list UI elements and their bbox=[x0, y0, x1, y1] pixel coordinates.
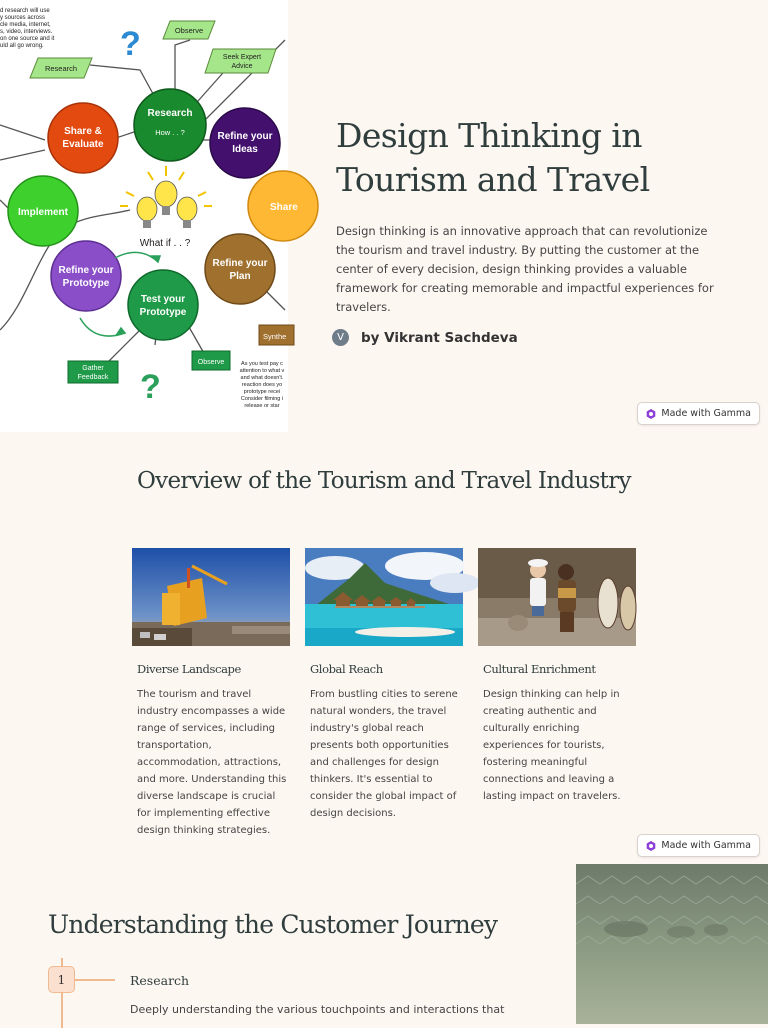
mindmap-tag-seek-expert bbox=[205, 49, 276, 73]
mindmap-test-note-3: and what doesn't. bbox=[240, 375, 284, 381]
avatar[interactable]: V bbox=[332, 329, 349, 346]
card-diverse-landscape bbox=[132, 548, 290, 839]
svg-text:Observe: Observe bbox=[174, 26, 204, 35]
mindmap-test-note-6: Consider filming i bbox=[240, 396, 284, 402]
svg-text:Seek Expert: Seek Expert bbox=[222, 54, 262, 61]
mindmap-research-note-6: uld all go wrong. bbox=[0, 43, 44, 49]
svg-text:Advice: Advice bbox=[231, 63, 253, 70]
svg-text:Share: Share bbox=[270, 202, 298, 213]
section-title: Overview of the Tourism and Travel Industry bbox=[137, 468, 631, 494]
industrial-port-image bbox=[132, 548, 290, 646]
mindmap-tag-observe-bottom bbox=[192, 351, 230, 370]
mindmap-research-note-3: cle media, internet, bbox=[0, 22, 51, 28]
step-connector bbox=[75, 979, 115, 981]
step-number-badge: 1 bbox=[48, 966, 75, 993]
card-global-reach bbox=[305, 548, 463, 839]
mindmap-tag-observe-top bbox=[163, 21, 215, 39]
mindmap-tag-research bbox=[30, 58, 92, 78]
svg-text:Prototype: Prototype bbox=[62, 278, 110, 289]
svg-text:How . . ?: How . . ? bbox=[155, 128, 185, 137]
mindmap-node-share bbox=[248, 171, 318, 241]
svg-text:Research: Research bbox=[44, 64, 78, 73]
svg-text:Implement: Implement bbox=[17, 207, 69, 218]
mindmap-node-refine-ideas bbox=[210, 108, 280, 178]
tropical-resort-image bbox=[305, 548, 463, 646]
svg-text:Plan: Plan bbox=[229, 271, 251, 282]
overview-section bbox=[0, 432, 768, 864]
lightbulb-icon bbox=[120, 166, 212, 228]
customer-journey-section bbox=[0, 864, 768, 1024]
cultural-visit-image bbox=[478, 548, 636, 646]
svg-text:Refine your: Refine your bbox=[212, 258, 268, 269]
made-with-gamma-button[interactable] bbox=[637, 402, 760, 425]
svg-text:Synthe: Synthe bbox=[263, 332, 287, 341]
svg-text:Evaluate: Evaluate bbox=[62, 139, 104, 150]
svg-text:Refine your: Refine your bbox=[217, 131, 273, 142]
mindmap-tag-synthesize bbox=[259, 325, 294, 345]
card-title: Global Reach bbox=[310, 662, 383, 676]
card-title: Cultural Enrichment bbox=[483, 662, 596, 676]
mindmap-node-refine-plan bbox=[205, 234, 275, 304]
mindmap-node-refine-prototype bbox=[51, 241, 121, 311]
made-with-gamma-button[interactable] bbox=[637, 834, 760, 857]
mindmap-what-if-label: What if . . ? bbox=[139, 238, 191, 249]
mindmap-node-implement bbox=[8, 176, 78, 246]
mindmap-node-research bbox=[134, 89, 206, 161]
svg-text:Refine your: Refine your bbox=[58, 265, 114, 276]
design-thinking-mindmap-image bbox=[0, 0, 298, 432]
svg-text:Gather: Gather bbox=[82, 365, 104, 372]
svg-text:Research: Research bbox=[147, 108, 193, 119]
author-row bbox=[336, 329, 726, 346]
mindmap-research-note-5: on one source and it bbox=[0, 36, 55, 42]
svg-text:Share &: Share & bbox=[64, 126, 102, 137]
gamma-logo-icon bbox=[646, 841, 656, 851]
question-mark-icon: ? bbox=[140, 368, 161, 406]
question-mark-icon: ? bbox=[120, 25, 141, 63]
card-grid bbox=[132, 548, 636, 839]
card-title: Diverse Landscape bbox=[137, 662, 241, 676]
svg-text:Feedback: Feedback bbox=[77, 374, 109, 381]
svg-text:Observe: Observe bbox=[197, 359, 225, 366]
step-text: Deeply understanding the various touchpoints and interactions that bbox=[130, 1003, 505, 1016]
hero-section bbox=[0, 0, 768, 432]
author-name: by Vikrant Sachdeva bbox=[361, 329, 518, 346]
mindmap-research-note-4: s, video, interviews. bbox=[0, 29, 53, 35]
svg-text:Prototype: Prototype bbox=[139, 307, 187, 318]
svg-text:Test your: Test your bbox=[140, 294, 186, 305]
mindmap-research-note-2: y sources across bbox=[0, 15, 46, 21]
mindmap-test-note-5: prototype recei bbox=[243, 389, 281, 395]
mindmap-tag-gather-feedback bbox=[68, 361, 118, 383]
page-title: Design Thinking in Tourism and Travel bbox=[336, 116, 650, 199]
hero-text-block bbox=[336, 114, 726, 346]
mindmap-node-share-evaluate bbox=[48, 103, 118, 173]
card-text: From bustling cities to serene natural wonders, the travel industry's global reach presents both opportunities and challenges for design thinkers. It's essential to consider the global impact of design decisions. bbox=[310, 689, 458, 819]
svg-text:Ideas: Ideas bbox=[232, 144, 258, 155]
card-cultural-enrichment bbox=[478, 548, 636, 839]
mindmap-node-test-prototype bbox=[128, 270, 198, 340]
mindmap-test-note-4: reaction does yo bbox=[241, 382, 283, 388]
step-title: Research bbox=[130, 973, 190, 988]
badge-label: Made with Gamma bbox=[661, 408, 751, 419]
gamma-logo-icon bbox=[646, 409, 656, 419]
abstract-texture-image bbox=[576, 864, 768, 1024]
mindmap-test-note-7: release or star bbox=[244, 403, 280, 409]
mindmap-research-note-1: d research will use bbox=[0, 8, 50, 14]
card-text: The tourism and travel industry encompasses a wide range of services, including transportation, accommodation, attractions, and more. Understanding this diverse landscape is crucial for implementing effective design thinking strategies. bbox=[137, 689, 287, 836]
badge-label: Made with Gamma bbox=[661, 840, 751, 851]
section-title: Understanding the Customer Journey bbox=[48, 910, 498, 939]
mindmap-test-note-1: As you test pay c bbox=[241, 361, 283, 367]
hero-description: Design thinking is an innovative approach that can revolutionize the tourism and travel industry. By putting the customer at the center of every decision, design thinking provides a valuable framework for creating memorable and impactful experiences for travelers. bbox=[336, 224, 714, 314]
mindmap-test-note-2: attention to what v bbox=[239, 368, 285, 374]
card-text: Design thinking can help in creating authentic and culturally enriching experiences for tourists, fostering meaningful connections and leaving a lasting impact on travelers. bbox=[483, 689, 621, 802]
